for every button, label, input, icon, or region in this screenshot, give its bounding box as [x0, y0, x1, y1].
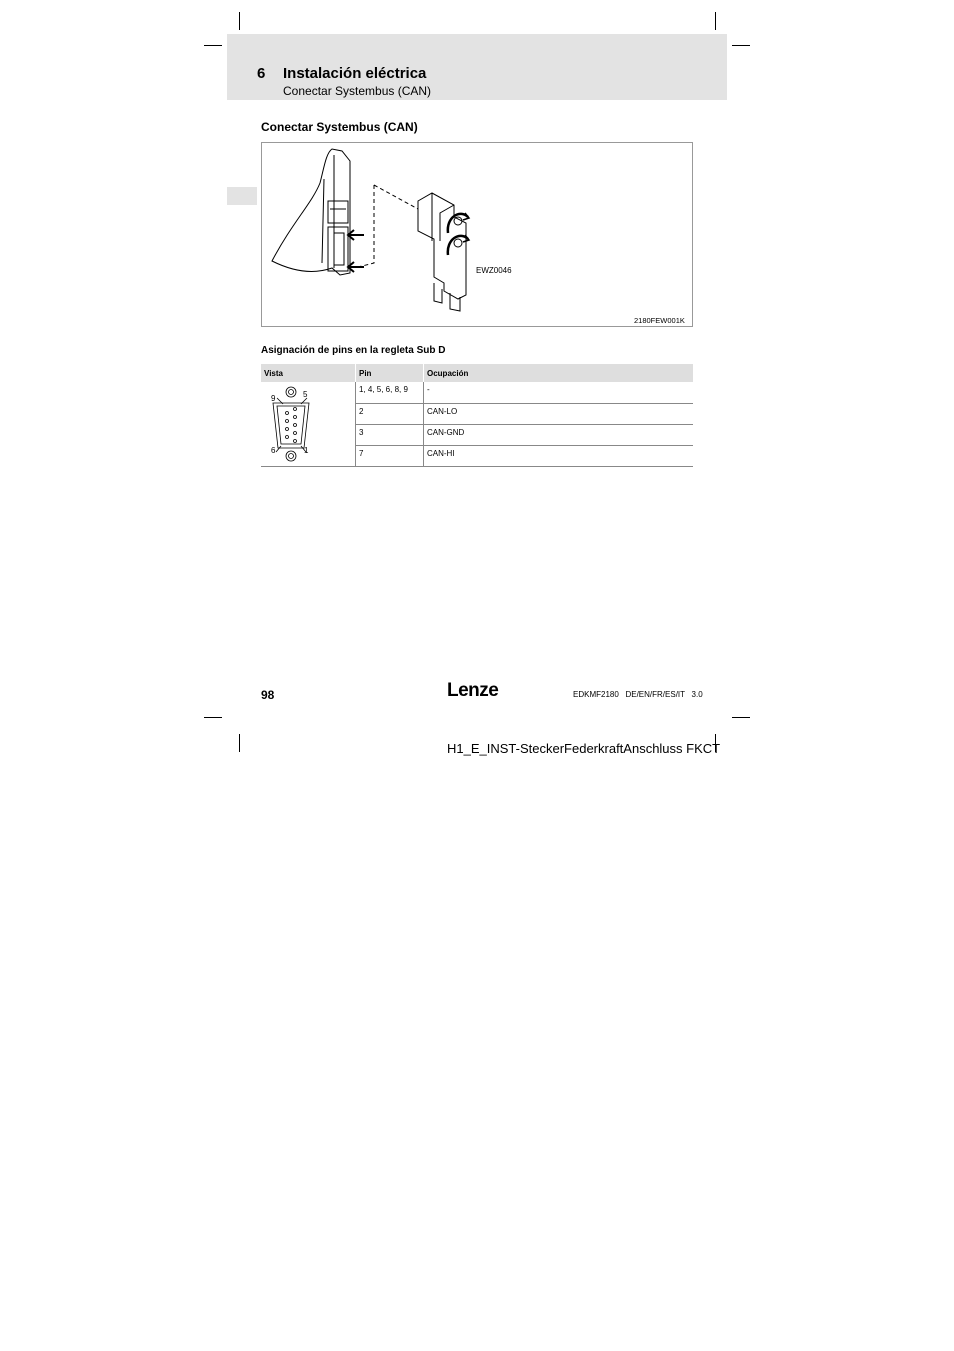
chapter-subtitle: Conectar Systembus (CAN): [283, 84, 432, 98]
occupation-cell: CAN-LO: [424, 403, 694, 424]
header-occupation: Ocupación: [424, 364, 694, 382]
table-header-row: [261, 364, 693, 382]
header-view: Vista: [261, 364, 356, 382]
pin-assignment-table: [261, 364, 693, 467]
crop-mark: [715, 12, 716, 30]
can-connector-illustration: [262, 143, 694, 328]
occupation-cell: CAN-HI: [424, 445, 694, 466]
pin-label-5: 5: [303, 390, 308, 399]
table-title: Asignación de pins en la regleta Sub D: [261, 345, 446, 356]
figure-code: 2180FEW001K: [634, 316, 685, 325]
occupation-cell: CAN-GND: [424, 424, 694, 445]
pin-label-9: 9: [271, 394, 276, 403]
connector-label: EWZ0046: [476, 266, 512, 275]
crop-mark: [732, 45, 750, 46]
chapter-side-tab: [227, 187, 257, 205]
chapter-title: Instalación eléctrica: [283, 65, 427, 82]
table-row: [261, 382, 693, 403]
connection-figure: [261, 142, 693, 327]
pin-cell: 7: [356, 445, 424, 466]
lenze-logo: Lenze: [447, 680, 499, 701]
sub-d-connector-diagram: [261, 382, 355, 464]
page-number: 98: [261, 688, 275, 702]
pin-cell: 1, 4, 5, 6, 8, 9: [356, 382, 424, 403]
document-code: EDKMF2180 DE/EN/FR/ES/IT 3.0: [573, 690, 703, 699]
chapter-number: 6: [257, 65, 266, 82]
sub-d-view-cell: [261, 382, 356, 466]
pin-label-1: 1: [304, 446, 309, 455]
crop-mark: [732, 717, 750, 718]
crop-mark: [204, 717, 222, 718]
pin-cell: 3: [356, 424, 424, 445]
occupation-cell: -: [424, 382, 694, 403]
pin-cell: 2: [356, 403, 424, 424]
pin-label-6: 6: [271, 446, 276, 455]
crop-mark: [239, 734, 240, 752]
print-job-line: H1_E_INST-SteckerFederkraftAnschluss FKCT: [447, 741, 721, 756]
section-title: Conectar Systembus (CAN): [261, 120, 418, 134]
header-pin: Pin: [356, 364, 424, 382]
crop-mark: [239, 12, 240, 30]
crop-mark: [204, 45, 222, 46]
